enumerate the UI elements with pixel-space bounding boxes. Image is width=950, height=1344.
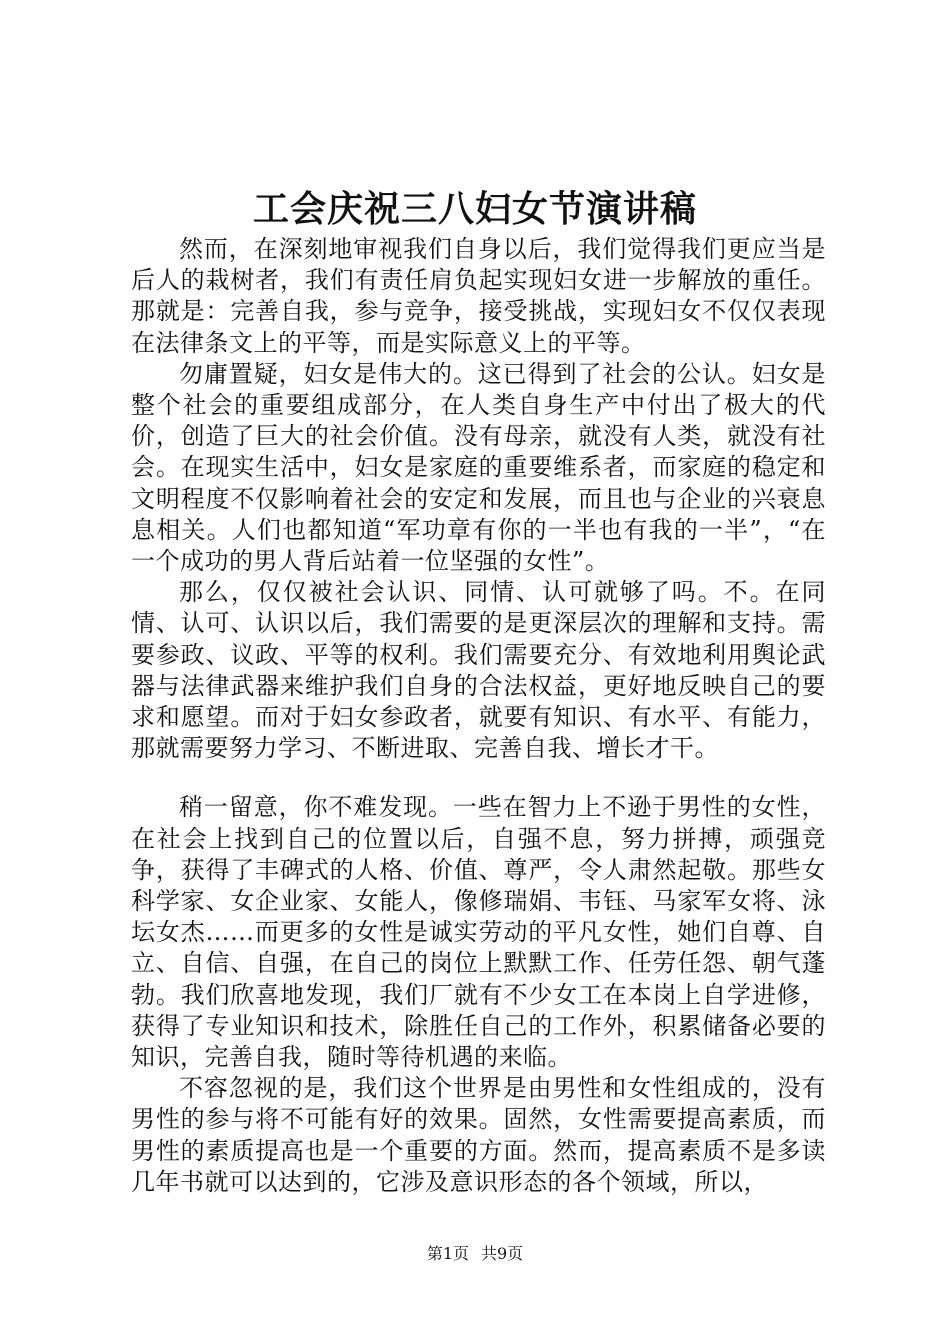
paragraph-3: 那么，仅仅被社会认识、同情、认可就够了吗。不。在同情、认可、认识以后，我们需要的是更深层次的理解和支持。需要参政、议政、平等的权利。我们需要充分、有效地利用舆论武器与法律武器来维护我们自身的合法权益，更好地反映自己的要求和愿望。而对于妇女参政者，就要有知识、有水平、有能力，那就需要努力学习、不断进取、完善自我、增长才干。 <box>131 578 826 763</box>
document-title: 工会庆祝三八妇女节演讲稿 <box>252 188 697 230</box>
page-footer <box>0 1243 950 1265</box>
page-number-total: 共9页 <box>481 1244 524 1263</box>
page-number-current: 第1页 <box>426 1244 469 1263</box>
document-body <box>131 234 826 1198</box>
paragraph-1: 然而，在深刻地审视我们自身以后，我们觉得我们更应当是后人的栽树者，我们有责任肩负起实现妇女进一步解放的重任。那就是：完善自我，参与竞争，接受挑战，实现妇女不仅仅表现在法律条文上的平等，而是实际意义上的平等。 <box>131 235 826 357</box>
paragraph-spacer <box>131 764 826 792</box>
paragraph-2: 勿庸置疑，妇女是伟大的。这已得到了社会的公认。妇女是整个社会的重要组成部分，在人类自身生产中付出了极大的代价，创造了巨大的社会价值。没有母亲，就没有人类，就没有社会。在现实生活中，妇女是家庭的重要维系者，而家庭的稳定和文明程度不仅影响着社会的安定和发展，而且也与企业的兴衰息息相关。人们也都知道“军功章有你的一半也有我的一半”，“在一个成功的男人背后站着一位坚强的女性”。 <box>131 359 826 576</box>
paragraph-5: 不容忽视的是，我们这个世界是由男性和女性组成的，没有男性的参与将不可能有好的效果。固然，女性需要提高素质，而男性的素质提高也是一个重要的方面。然而，提高素质不是多读几年书就可以达到的，它涉及意识形态的各个领域，所以， <box>131 1074 826 1196</box>
paragraph-4: 稍一留意，你不难发现。一些在智力上不逊于男性的女性，在社会上找到自己的位置以后，自强不息，努力拼搏，顽强竞争，获得了丰碑式的人格、价值、尊严，令人肃然起敬。那些女科学家、女企业家、女能人，像修瑞娟、韦钰、马家军女将、泳坛女杰……而更多的女性是诚实劳动的平凡女性，她们自尊、自立、自信、自强，在自己的岗位上默默工作、任劳任怨、朝气蓬勃。我们欣喜地发现，我们厂就有不少女工在本岗上自学进修，获得了专业知识和技术，除胜任自己的工作外，积累储备必要的知识，完善自我，随时等待机遇的来临。 <box>131 793 826 1072</box>
